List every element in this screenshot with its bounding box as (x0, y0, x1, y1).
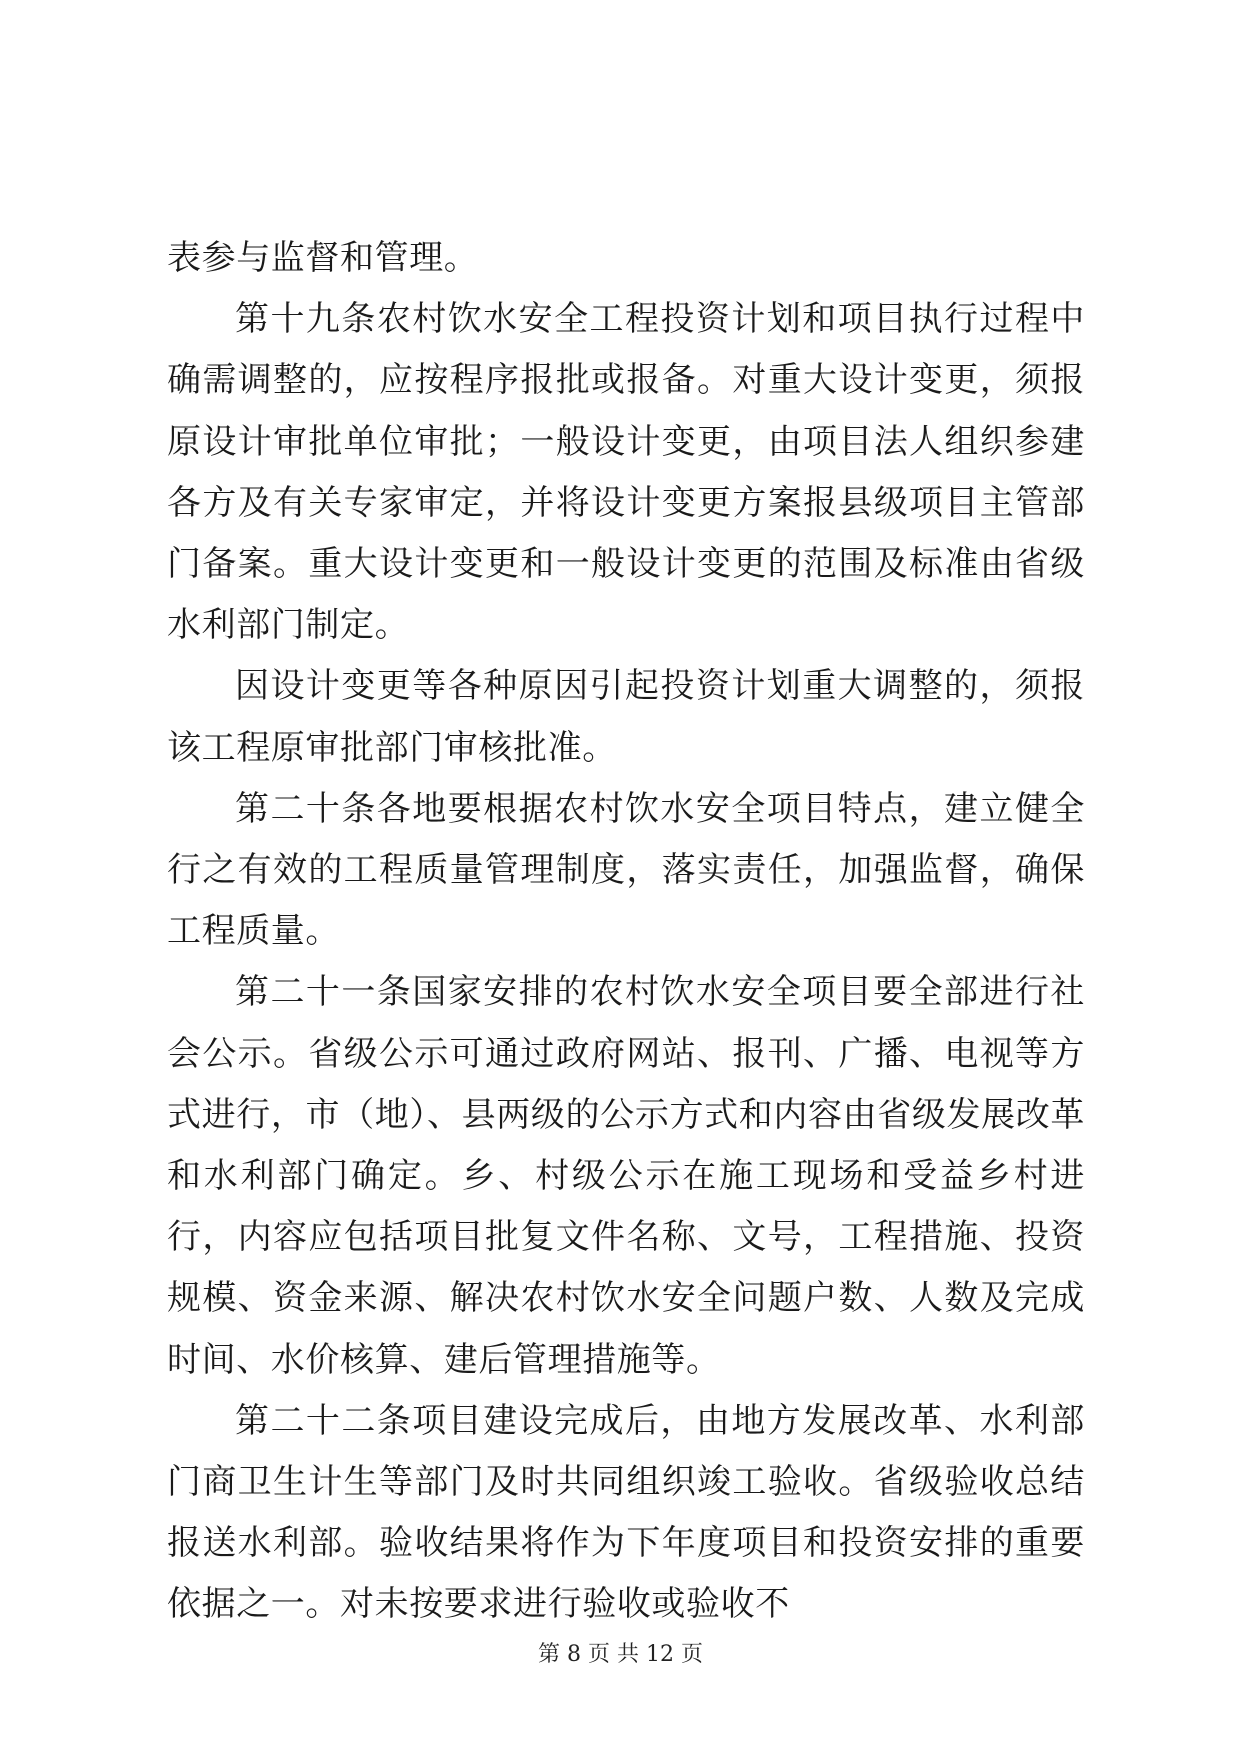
paragraph-investment-adjustment: 因设计变更等各种原因引起投资计划重大调整的，须报该工程原审批部门审核批准。 (167, 666, 1085, 768)
paragraph-article-20: 第二十条各地要根据农村饮水安全项目特点，建立健全行之有效的工程质量管理制度，落实责任，加强监督，确保工程质量。 (167, 788, 1085, 952)
page-footer: 第 8 页 共 12 页 (538, 1642, 703, 1667)
paragraph-continuation: 表参与监督和管理。 (167, 238, 479, 278)
body-text (167, 228, 1085, 1636)
paragraph-article-22: 第二十二条项目建设完成后，由地方发展改革、水利部门商卫生计生等部门及时共同组织竣工验收。省级验收总结报送水利部。验收结果将作为下年度项目和投资安排的重要依据之一。对未按要求进行验收或验收不 (167, 1400, 1085, 1625)
paragraph-article-19: 第十九条农村饮水安全工程投资计划和项目执行过程中确需调整的，应按程序报批或报备。对重大设计变更，须报原设计审批单位审批；一般设计变更，由项目法人组织参建各方及有关专家审定，并将设计变更方案报县级项目主管部门备案。重大设计变更和一般设计变更的范围及标准由省级水利部门制定。 (167, 299, 1085, 646)
paragraph-article-21: 第二十一条国家安排的农村饮水安全项目要全部进行社会公示。省级公示可通过政府网站、报刊、广播、电视等方式进行，市（地）、县两级的公示方式和内容由省级发展改革和水利部门确定。乡、村级公示在施工现场和受益乡村进行，内容应包括项目批复文件名称、文号，工程措施、投资规模、资金来源、解决农村饮水安全问题户数、人数及完成时间、水价核算、建后管理措施等。 (167, 972, 1085, 1380)
